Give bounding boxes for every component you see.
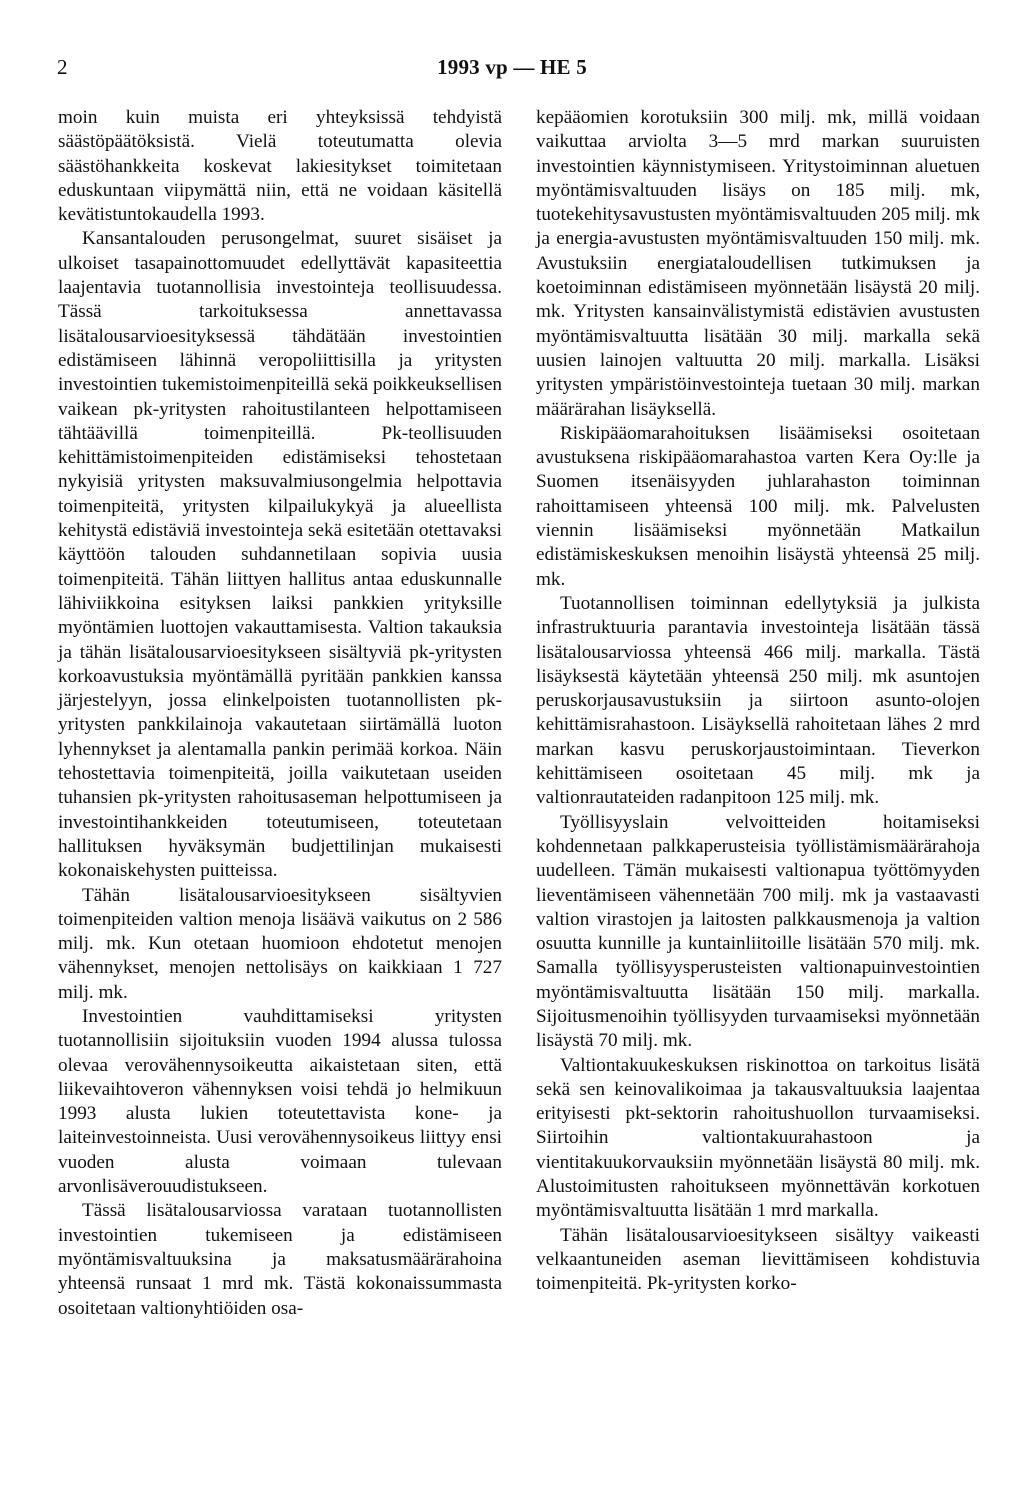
paragraph: Valtiontakuukeskuksen riskinottoa on tarkoitus lisätä sekä sen keinovalikoimaa ja takausvaltuuksia laajentaa erityisesti pkt-sektorin rahoitushuollon turvaamiseksi. Siirtoihin valtiontakuurahastoon ja vientitakuukorvauksiin myönnetään lisäystä 80 milj. mk. Alustoimitusten rahoitukseen myönnettävän korkotuen myöntämisvaltuutta lisätään 1 mrd markalla.	[536, 1054, 980, 1222]
page-number: 2	[57, 55, 68, 79]
paragraph: Riskipääomarahoituksen lisäämiseksi osoitetaan avustuksena riskipääomarahastoa varten Kera Oy:lle ja Suomen itsenäisyyden juhlarahaston toiminnan rahoittamiseen yhteensä 100 milj. mk. Palvelusten viennin lisäämiseksi myönnetään Matkailun edistämiskeskuksen menoihin lisäystä yhteensä 25 milj. mk.	[536, 422, 980, 590]
paragraph: moin kuin muista eri yhteyksissä tehdyistä säästöpäätöksistä. Vielä toteutumatta olevia säästöhankkeita koskevat lakiesitykset toimitetaan eduskuntaan viipymättä niin, että ne voidaan käsitellä kevätistuntokaudella 1993.	[58, 107, 502, 226]
paragraph: Työllisyyslain velvoitteiden hoitamiseksi kohdennetaan palkkaperusteisia työllistämismäärärahoja uudelleen. Tämän mukaisesti valtionapua työttömyyden lieventämiseen vähennetään 700 milj. mk ja vastaavasti valtion virastojen ja laitosten palkkausmenoja ja valtion osuutta kunnille ja kuntainliitoille lisätään 570 milj. mk. Samalla työllisyysperusteisten valtionapuinvestointien myöntämisvaltuutta lisätään 150 milj. markalla. Sijoitusmenoihin työllisyyden turvaamiseksi myönnetään lisäystä 70 milj. mk.	[536, 811, 980, 1052]
paragraph: Investointien vauhdittamiseksi yritysten tuotannollisiin sijoituksiin vuoden 1994 alussa tulossa olevaa verovähennysoikeutta aikaistetaan siten, että liikevaihtoveron vähennyksen voisi tehdä jo helmikuun 1993 alusta lukien toteutettavista kone- ja laiteinvestoinneista. Uusi verovähennysoikeus liittyy ensi vuoden alusta voimaan tulevaan arvonlisäverouudistukseen.	[58, 1005, 502, 1198]
running-title: 1993 vp — HE 5	[437, 55, 587, 79]
paragraph: Kansantalouden perusongelmat, suuret sisäiset ja ulkoiset tasapainottomuudet edellyttävät kapasiteettia laajentavia tuotannollisia investointeja teollisuudessa. Tässä tarkoituksessa annettavassa lisätalousarvioesityksessä tähdätään investointien edistämiseen lähinnä veropoliittisilla ja yritysten investointien tukemistoimenpiteillä sekä poikkeuksellisen vaikean pk-yritysten rahoitustilanteen helpottamiseen tähtäävillä toimenpiteillä. Pk-teollisuuden kehittämistoimenpiteiden edistämiseksi tehostetaan nykyisiä yritysten maksuvalmiusongelmia helpottavia toimenpiteitä, yritysten kilpailukykyä ja alueellista kehitystä edistäviä investointeja sekä esitetään otettavaksi käyttöön talouden suhdannetilaan sopivia uusia toimenpiteitä. Tähän liittyen hallitus antaa eduskunnalle lähiviikkoina esityksen laiksi pankkien yrityksille myöntämien luottojen vakauttamisesta. Valtion takauksia ja tähän lisätalousarvioesitykseen sisältyviä pk-yritysten korkoavustuksia myöntämällä pyritään pankkien kanssa järjestelyyn, jossa elinkelpoisten tuotannollisten pk-yritysten pankkilainoja vakautetaan siirtämällä luoton lyhennykset ja alentamalla pankin perimää korkoa. Näin tehostettavia toimenpiteitä, joilla vaikutetaan useiden tuhansien pk-yritysten rahoitusaseman helpottumiseen ja investointihankkeiden toteutumiseen, toteutetaan hallituksen hyväksymän budjettilinjan mukaisesti kokonaiskehysten puitteissa.	[58, 228, 502, 882]
page-header	[0, 52, 1024, 88]
left-column	[58, 106, 502, 1321]
paragraph: Tähän lisätalousarvioesitykseen sisältyy vaikeasti velkaantuneiden aseman lievittämiseen kohdistuvia toimenpiteitä. Pk-yritysten korko-	[536, 1224, 980, 1295]
paragraph: Tässä lisätalousarviossa varataan tuotannollisten investointien tukemiseen ja edistämiseen myöntämisvaltuuksina ja maksatusmäärärahoina yhteensä runsaat 1 mrd mk. Tästä kokonaissummasta osoitetaan valtionyhtiöiden osa-	[58, 1200, 502, 1319]
paragraph: kepääomien korotuksiin 300 milj. mk, millä voidaan vaikuttaa arviolta 3—5 mrd markan suuruisten investointien käynnistymiseen. Yritystoiminnan aluetuen myöntämisvaltuuden lisäys on 185 milj. mk, tuotekehitysavustusten myöntämisvaltuuden 205 milj. mk ja energia-avustusten myöntämisvaltuuden 150 milj. mk. Avustuksiin energiataloudellisen tutkimuksen ja koetoiminnan edistämiseen myönnetään lisäystä 20 milj. mk. Yritysten kansainvälistymistä edistävien avustusten myöntämisvaltuutta lisätään 30 milj. markalla sekä uusien lainojen valtuutta 20 milj. markalla. Lisäksi yritysten ympäristöinvestointeja tuetaan 30 milj. markan määrärahan lisäyksellä.	[536, 107, 980, 420]
paragraph: Tuotannollisen toiminnan edellytyksiä ja julkista infrastruktuuria parantavia investointeja lisätään tässä lisätalousarviossa yhteensä 466 milj. markalla. Tästä lisäyksestä käytetään yhteensä 250 milj. mk asuntojen peruskorjausavustuksiin ja siirtoon asunto-olojen kehittämisrahastoon. Lisäyksellä rahoitetaan lähes 2 mrd markan kasvu peruskorjaustoimintaan. Tieverkon kehittämiseen osoitetaan 45 milj. mk ja valtionrautateiden radanpitoon 125 milj. mk.	[536, 592, 980, 809]
right-column	[536, 106, 980, 1297]
paragraph: Tähän lisätalousarvioesitykseen sisältyvien toimenpiteiden valtion menoja lisäävä vaikutus on 2 586 milj. mk. Kun otetaan huomioon ehdotetut menojen vähennykset, menojen nettolisäys on kaikkiaan 1 727 milj. mk.	[58, 884, 502, 1003]
